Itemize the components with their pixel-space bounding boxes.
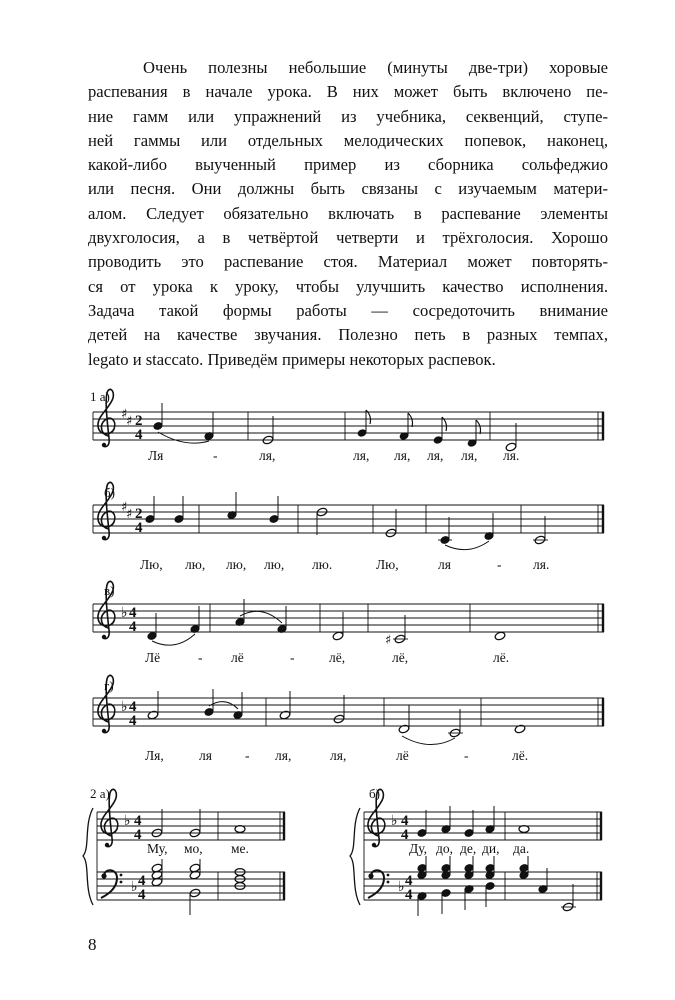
lyric: ля, <box>427 448 444 463</box>
lyric: лё. <box>493 650 510 665</box>
notes-2a <box>151 809 245 915</box>
staff-1b <box>93 505 604 533</box>
lyric: ля, <box>330 748 347 763</box>
lyric: Лю, <box>376 557 399 572</box>
staff-1c <box>93 604 604 632</box>
notes-2b <box>417 806 576 916</box>
bass-clef-icon <box>368 870 389 898</box>
flat-icon: ♭ <box>131 879 138 895</box>
lyric: лё <box>396 748 409 763</box>
lyric: ля, <box>259 448 276 463</box>
svg-text:4: 4 <box>134 827 142 843</box>
svg-text:4: 4 <box>405 887 413 903</box>
paragraph-line: какой-либо выученный пример из сборника сольфеджио <box>88 155 608 175</box>
flat-icon: ♭ <box>398 879 405 895</box>
lyric: ля. <box>503 448 520 463</box>
lyric: Лё <box>145 650 161 665</box>
paragraph-line: ней гаммы или отдельных мелодических попевок, наконец, <box>88 130 608 150</box>
svg-text:4: 4 <box>129 619 137 635</box>
lyric: лю, <box>264 557 285 572</box>
notes-1c <box>147 599 506 648</box>
paragraph-line: распевания в начале урока. В них может быть включено пе- <box>88 82 608 102</box>
lyric: - <box>464 748 469 763</box>
paragraph-line: проводить это распевание стоя. Материал может повторять- <box>88 252 608 272</box>
lyric: - <box>198 650 203 665</box>
example-label: г) <box>104 678 114 693</box>
flat-icon: ♭ <box>121 699 128 715</box>
paragraph-line: алом. Следует обязательно включать в распевание элементы <box>88 203 608 223</box>
sharp-icon: ♯ <box>121 500 128 515</box>
lyric: Му, <box>147 841 168 856</box>
lyric: - <box>290 650 295 665</box>
sharp-icon: ♯ <box>126 414 133 429</box>
lyric: ме. <box>231 841 249 856</box>
lyric: ля, <box>461 448 478 463</box>
svg-text:4: 4 <box>135 520 143 536</box>
lyric: мо, <box>184 841 203 856</box>
paragraph-line: детей на качестве звучания. Полезно петь в разных темпах, <box>88 325 608 345</box>
notes-1b <box>145 492 548 550</box>
lyric: Ля <box>148 448 164 463</box>
svg-text:4: 4 <box>405 873 413 889</box>
lyric: ля, <box>394 448 411 463</box>
lyric: лю. <box>312 557 333 572</box>
paragraph-line: двухголосия, а в четвёртой четверти и трёхголосия. Хорошо <box>88 228 608 248</box>
paragraph-line: или песня. Они должны быть связаны с изучаемым матери- <box>88 179 608 199</box>
lyric: лю, <box>185 557 206 572</box>
example-label: б) <box>369 786 380 801</box>
svg-text:4: 4 <box>135 427 143 443</box>
sharp-icon: ♯ <box>121 407 128 422</box>
example-label: 1 а) <box>90 389 110 404</box>
lyric: ля, <box>275 748 292 763</box>
example-label: б) <box>104 485 115 500</box>
lyric: - <box>213 448 218 463</box>
lyric: лю, <box>226 557 247 572</box>
notes-1a <box>153 403 517 452</box>
lyric: де, <box>460 841 477 856</box>
page-number: 8 <box>88 935 97 954</box>
lyric: ди, <box>482 841 500 856</box>
lyric: лё, <box>392 650 409 665</box>
svg-text:2: 2 <box>135 413 143 429</box>
lyric: Ля, <box>145 748 164 763</box>
svg-text:♯: ♯ <box>385 633 392 648</box>
svg-text:4: 4 <box>129 605 137 621</box>
lyric: ля. <box>533 557 550 572</box>
staff-1a <box>93 412 604 440</box>
sharp-icon: ♯ <box>126 507 133 522</box>
lyric: лё. <box>512 748 529 763</box>
example-label: 2 а) <box>90 786 110 801</box>
staff-1d <box>93 698 604 726</box>
flat-icon: ♭ <box>121 605 128 621</box>
paragraph-line: ние гамм или упражнений из учебника, секвенций, ступе- <box>88 106 608 126</box>
time-signatures <box>129 413 413 903</box>
svg-text:4: 4 <box>129 699 137 715</box>
svg-text:4: 4 <box>134 813 142 829</box>
lyric: лё, <box>329 650 346 665</box>
svg-text:2: 2 <box>135 506 143 522</box>
lyric: - <box>497 557 502 572</box>
svg-text:4: 4 <box>138 887 146 903</box>
lyric: - <box>245 748 250 763</box>
lyric: лё <box>231 650 244 665</box>
paragraph-line: Задача такой формы работы — сосредоточить внимание <box>88 300 608 320</box>
paragraph-line: Очень полезны небольшие (минуты две-три) хоровые <box>143 58 608 77</box>
lyric: ля, <box>353 448 370 463</box>
svg-text:4: 4 <box>138 873 146 889</box>
bass-clef-icon <box>101 870 122 898</box>
lyric: до, <box>436 841 453 856</box>
flat-icon: ♭ <box>391 813 398 829</box>
lyric: Ду, <box>409 841 427 856</box>
flat-icon: ♭ <box>124 813 131 829</box>
svg-text:4: 4 <box>401 827 409 843</box>
lyric: Лю, <box>140 557 163 572</box>
notes-1d <box>147 689 526 745</box>
lyric: да. <box>513 841 530 856</box>
svg-text:4: 4 <box>401 813 409 829</box>
lyric: ля <box>199 748 212 763</box>
lyric: ля <box>438 557 451 572</box>
paragraph-line: ся от урока к уроку, чтобы улучшить качество исполнения. <box>88 276 608 296</box>
svg-text:4: 4 <box>129 713 137 729</box>
example-label: в) <box>104 583 115 598</box>
paragraph-line: legato и staccato. Приведём примеры некоторых распевок. <box>88 349 496 369</box>
